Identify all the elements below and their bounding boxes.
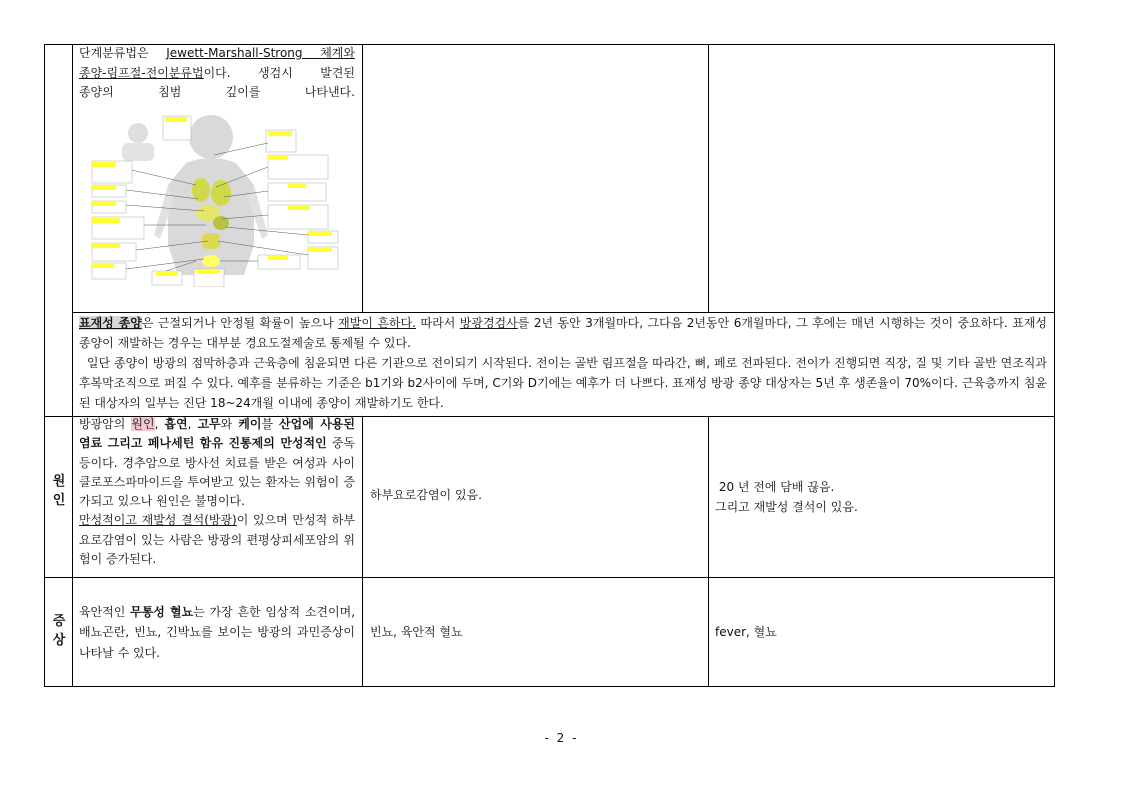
cause-term: 원인 <box>131 417 155 431</box>
cystoscopy-term: 방광경검사 <box>459 316 518 330</box>
smoking-term: 흡연 <box>164 417 188 431</box>
cable-term: 케이 <box>238 417 262 431</box>
cause-patient-text: 하부요로감염이 있음. <box>370 488 482 502</box>
text-run: 블 <box>261 417 280 431</box>
staging-text <box>79 44 355 103</box>
recurrence-term: 재발이 흔하다. <box>338 316 417 330</box>
cause-history-text <box>715 477 858 517</box>
text-run: 따라서 <box>416 316 460 330</box>
text-run: 이 있으며 만성적 하부 요로감염이 있는 사람은 방광의 편평상피세포암의 위험이 증가된다. <box>79 513 355 567</box>
staging-word: 종양의 <box>79 85 114 100</box>
staging-word: 나타낸다. <box>304 85 355 100</box>
table-border <box>362 44 363 312</box>
cause-paragraph-2 <box>79 511 355 569</box>
table-border <box>44 44 45 687</box>
staging-system-name: Jewett-Marshall-Strong 체계와 <box>166 46 355 60</box>
superficial-tumor-term: 표재성 종양 <box>79 316 142 330</box>
tnm-name: 종양-림프절-전이분류법 <box>79 65 204 80</box>
paragraph-2: 일단 종양이 방광의 점막하층과 근육층에 침윤되면 다른 기관으로 전이되기 시작된다. 전이는 골반 림프절을 따라간, 뼈, 페로 전파된다. 전이가 진행되면 직장, 질 및 기타 골반 연조직과 후복막조직으로 퍼질 수 있다. 예후를 분류하는 기준은 b1기와 b2사이에 두며, C기와 D기에는 예후가 더 나쁘다. 표재성 방광 종양 대상자는 5년 후 생존율이 70%이다. 근육층까지 침윤된 대상자의 일부는 진단 18~24개월 이내에 종양이 재발하기도 한다. <box>79 356 1051 410</box>
table-border <box>708 44 709 312</box>
cause-textbook-text <box>79 415 355 569</box>
cancer-markers-diagram <box>86 115 340 287</box>
text-run: , <box>154 417 165 431</box>
stone-term: 만성적이고 재발성 결석(방광) <box>79 513 237 528</box>
symptom-label: 증 상 <box>52 614 66 648</box>
table-border <box>1054 44 1055 687</box>
table-border <box>708 416 709 687</box>
cause-label: 원 인 <box>52 474 66 508</box>
text-run: 와 <box>220 417 239 431</box>
table-border <box>44 686 1055 687</box>
stone-history: 그리고 재발성 결석이 있음. <box>715 500 858 514</box>
smoking-history: 20 년 전에 담배 끊음. <box>715 480 835 494</box>
text-run: 중독 등이다. 경추암으로 방사선 치료를 받은 여성과 사이클로포스파마이드을 투여받고 있는 환자는 위험이 증가되고 있으나 원인은 불명이다. <box>79 436 356 509</box>
superficial-tumor-paragraph <box>79 313 1051 413</box>
staging-line-3 <box>79 83 355 103</box>
text-run: , <box>187 417 198 431</box>
staging-line-2 <box>79 64 355 84</box>
page-number: - 2 - <box>544 731 579 745</box>
paragraph-1 <box>79 313 1047 353</box>
staging-word: 깊이를 <box>225 85 261 100</box>
symptom-history-text: fever, 혈뇨 <box>715 625 777 639</box>
painless-hematuria-term: 무통성 혈뇨 <box>130 605 194 619</box>
staging-text-b: 이다. 생검시 발견된 <box>203 65 355 80</box>
staging-word: 침범 <box>158 85 182 100</box>
staging-text-a: 단계분류법은 <box>79 46 167 60</box>
dye-term: 산업에 사용된 염료 그리고 페나세틴 함유 진통제의 만성적인 <box>79 417 355 451</box>
symptom-textbook-text <box>79 602 355 663</box>
table-border <box>44 577 1055 578</box>
text-run: 를 2년 동안 3개월마다, 그다음 2년동안 6개월마다, 그 후에는 매년 시행하는 것이 중요하다. 표재성 종양이 재발하는 경우는 대부분 경요도절제술로 통제될 수 있다. <box>79 316 1047 350</box>
text-run: 은 근절되거나 안정될 확률이 높으나 <box>141 316 339 330</box>
rubber-term: 고무 <box>197 417 221 431</box>
text-run: 육안적인 <box>79 605 131 619</box>
staging-line-1 <box>79 44 355 64</box>
symptom-patient-text: 빈뇨, 육안적 혈뇨 <box>370 625 463 639</box>
table-border <box>72 44 73 687</box>
text-run: 는 가장 흔한 임상적 소견이며, 배뇨곤란, 빈뇨, 긴박뇨를 보이는 방광의 과민증상이 나타날 수 있다. <box>79 605 356 660</box>
text-run: 방광암의 <box>79 417 132 431</box>
table-border <box>362 416 363 687</box>
